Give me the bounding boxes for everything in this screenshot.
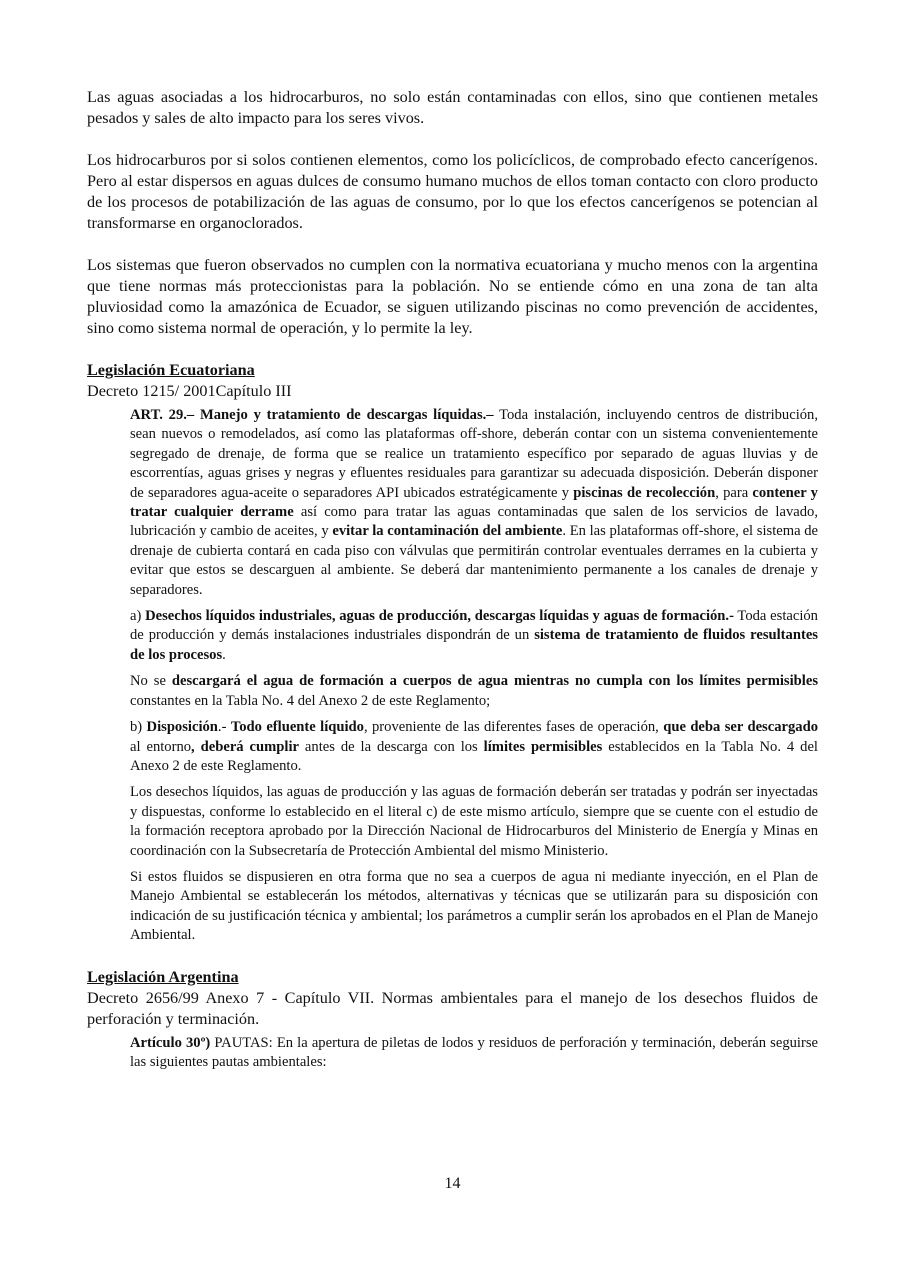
text: establecidos en la Tabla No. 4 del Anexo 2 de este Reglamento. — [130, 738, 818, 774]
text: antes de la descarga con los — [298, 738, 484, 755]
paragraph: Los hidrocarburos por si solos contienen elementos, como los policíclicos, de comprobado efecto cancerígenos. Pero al estar dispersos en aguas dulces de consumo humano muchos de ellos toman contacto con cloro producto de los procesos de potabilización de las aguas de consumo, por lo que los efectos cancerígenos se potencian al transformarse en organoclorados. — [87, 151, 818, 232]
bold-text: piscinas de recolección — [573, 484, 716, 501]
text: No se — [130, 673, 172, 690]
text: Toda instalación, incluyendo centros de distribución, sean nuevos o remodelados, así como las plataformas off-shore, deberán contar con un sistema convenientemente segregado de drenaje, de forma que se realice un tratamiento específico por separado de aguas lluvias y de escorrentías, aguas grises y negras y efluentes residuales para garantizar su adecuada disposición. Deberán disponer de separadores agua-aceite o separadores API ubicados estratégicamente y — [130, 407, 819, 501]
bold-text: Artículo 30º) — [130, 1034, 211, 1051]
document-page — [87, 87, 818, 1079]
bold-text: que deba ser descargado — [663, 719, 818, 736]
section-heading-ecuador: Legislación Ecuatoriana — [87, 361, 255, 379]
text: a) — [130, 608, 146, 625]
quote-paragraph — [130, 1034, 818, 1073]
bold-text: evitar la contaminación del ambiente — [332, 523, 563, 540]
text: .- — [217, 719, 231, 736]
text: al entorno — [130, 738, 192, 755]
quote-paragraph — [130, 406, 818, 600]
section-subtitle-argentina: Decreto 2656/99 Anexo 7 - Capítulo VII. Normas ambientales para el manejo de los desechos fluidos de perforación y terminación. — [87, 988, 818, 1028]
bold-text: , deberá cumplir — [191, 738, 299, 755]
quote-paragraph — [130, 868, 818, 946]
quote-paragraph — [130, 718, 818, 776]
paragraph: Los sistemas que fueron observados no cumplen con la normativa ecuatoriana y mucho menos con la argentina que tiene normas más proteccionistas para la población. No se entiende cómo en una zona de tan alta pluviosidad como la amazónica de Ecuador, se siguen utilizando piscinas no como prevención de accidentes, sino como sistema normal de operación, y lo permite la ley. — [87, 256, 818, 337]
bold-text: contener y tratar cualquier derrame — [130, 484, 818, 521]
bold-text: Todo efluente líquido — [230, 719, 364, 736]
quote-block-ecuador — [130, 406, 818, 946]
text: . En las plataformas off-shore, el sistema de drenaje de cubierta contará en cada piso con válvulas que permitirán controlar eventuales derrames en la cubierta y evitar que estos se descarguen al ambiente. Se deberá dar mantenimiento permanente a los canales de drenaje y separadores. — [130, 523, 819, 598]
text: b) — [130, 719, 147, 736]
text: PAUTAS: En la apertura de piletas de lodos y residuos de perforación y terminación, deberán seguirse las siguientes pautas ambientales: — [130, 1034, 818, 1070]
text: , para — [715, 484, 753, 501]
quote-paragraph — [130, 783, 818, 861]
text: Si estos fluidos se dispusieren en otra forma que no sea a cuerpos de agua ni mediante inyección, en el Plan de Manejo Ambiental se establecerán los métodos, alternativas y técnicas que se utilizarán para su disposición con indicación de su justificación técnica y ambiental; los parámetros a cumplir serán los aprobados en el Plan de Manejo Ambiental. — [130, 868, 818, 944]
text: constantes en la Tabla No. 4 del Anexo 2 de este Reglamento; — [130, 692, 491, 709]
bold-text: límites permisibles — [483, 738, 603, 755]
page-number: 14 — [444, 1175, 461, 1192]
paragraph: Las aguas asociadas a los hidrocarburos, no solo están contaminadas con ellos, sino que contienen metales pesados y sales de alto impacto para los seres vivos. — [87, 88, 818, 127]
bold-text: sistema de tratamiento de fluidos resultantes de los procesos — [130, 627, 818, 663]
section-subtitle-ecuador: Decreto 1215/ 2001Capítulo III — [87, 382, 292, 400]
quote-paragraph — [130, 607, 818, 665]
text: Toda estación de producción y demás instalaciones industriales dispondrán de un — [130, 608, 818, 644]
bold-text: ART. 29.– Manejo y tratamiento de descargas líquidas.– — [130, 407, 494, 423]
bold-text: Desechos líquidos industriales, aguas de producción, descargas líquidas y aguas de formación.- — [145, 608, 734, 625]
section-heading-argentina: Legislación Argentina — [87, 967, 239, 986]
text: . — [222, 646, 226, 663]
quote-block-argentina — [130, 1034, 818, 1073]
text: , proveniente de las diferentes fases de operación, — [363, 719, 664, 736]
quote-paragraph — [130, 672, 818, 711]
text: así como para tratar las aguas contaminadas que salen de los servicios de lavado, lubricación y cambio de aceites, y — [130, 504, 818, 540]
text: Los desechos líquidos, las aguas de producción y las aguas de formación deberán ser tratadas y podrán ser inyectadas y dispuestas, conforme lo establecido en el literal c) de este mismo artículo, siempre que se cuente con el estudio de la formación receptora aprobado por la Dirección Nacional de Hidrocarburos del Ministerio de Energía y Minas en coordinación con la Subsecretaría de Protección Ambiental del mismo Ministerio. — [130, 784, 818, 859]
bold-text: Disposición — [146, 719, 218, 736]
bold-text: descargará el agua de formación a cuerpos de agua mientras no cumpla con los límites permisibles — [171, 673, 818, 690]
